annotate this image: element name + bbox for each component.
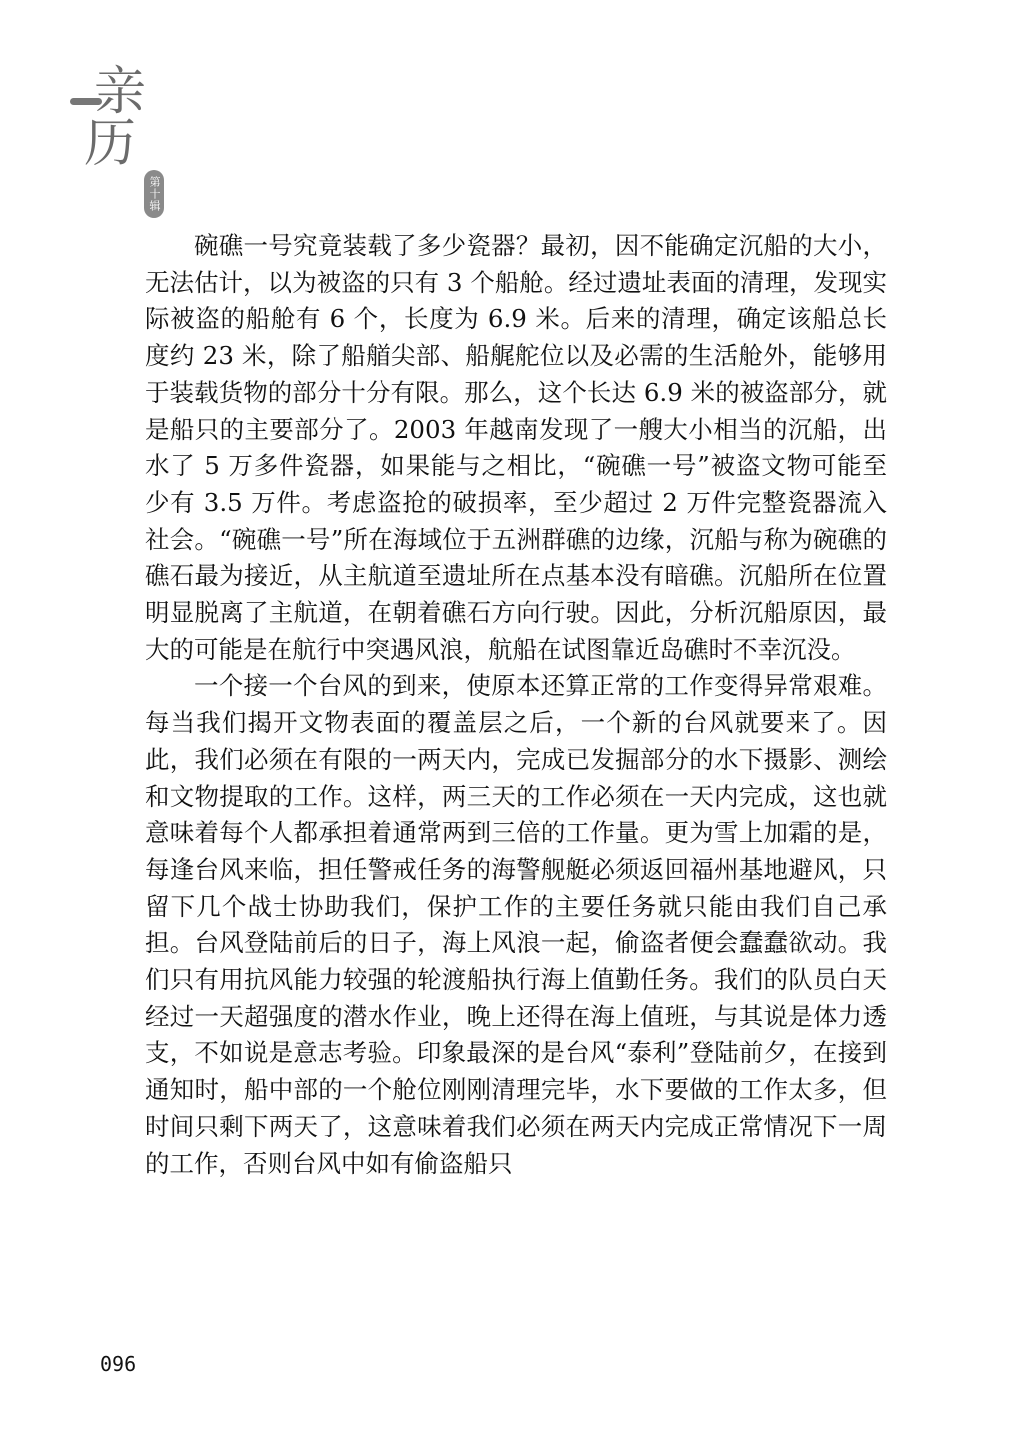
page-body <box>145 228 887 1182</box>
series-logo-art <box>62 60 172 212</box>
page-number: 096 <box>100 1352 137 1376</box>
logo-character-1: 亲 <box>94 62 147 122</box>
paragraph: 一个接一个台风的到来，使原本还算正常的工作变得异常艰难。每当我们揭开文物表面的覆盖层之后，一个新的台风就要来了。因此，我们必须在有限的一两天内，完成已发掘部分的水下摄影、测绘和文物提取的工作。这样，两三天的工作必须在一天内完成，这也就意味着每个人都承担着通常两到三倍的工作量。更为雪上加霜的是，每逢台风来临，担任警戒任务的海警舰艇必须返回福州基地避风，只留下几个战士协助我们，保护工作的主要任务就只能由我们自己承担。台风登陆前后的日子，海上风浪一起，偷盗者便会蠢蠢欲动。我们只有用抗风能力较强的轮渡船执行海上值勤任务。我们的队员白天经过一天超强度的潜水作业，晚上还得在海上值班，与其说是体力透支，不如说是意志考验。印象最深的是台风“泰利”登陆前夕，在接到通知时，船中部的一个舱位刚刚清理完毕，水下要做的工作太多，但时间只剩下两天了，这意味着我们必须在两天内完成正常情况下一周的工作，否则台风中如有偷盗船只 <box>145 671 887 1178</box>
logo-character-2: 历 <box>84 114 137 174</box>
volume-badge: 第十辑 <box>144 170 164 218</box>
paragraph: 碗礁一号究竟装载了多少瓷器？最初，因不能确定沉船的大小，无法估计，以为被盗的只有 3 个船舱。经过遗址表面的清理，发现实际被盗的船舱有 6 个，长度为 6.9 米。后来的清理，确定该船总长度约 23 米，除了船艏尖部、船艉舵位以及必需的生活舱外，能够用于装载货物的部分十分有限。那么，这个长达 6.9 米的被盗部分，就是船只的主要部分了。2003 年越南发现了一艘大小相当的沉船，出水了 5 万多件瓷器，如果能与之相比，“碗礁一号”被盗文物可能至少有 3.5 万件。考虑盗抢的破损率，至少超过 2 万件完整瓷器流入社会。“碗礁一号”所在海域位于五洲群礁的边缘，沉船与称为碗礁的礁石最为接近，从主航道至遗址所在点基本没有暗礁。沉船所在位置明显脱离了主航道，在朝着礁石方向行驶。因此，分析沉船原因，最大的可能是在航行中突遇风浪，航船在试图靠近岛礁时不幸沉没。 <box>145 231 887 664</box>
book-series-logo <box>62 60 172 212</box>
